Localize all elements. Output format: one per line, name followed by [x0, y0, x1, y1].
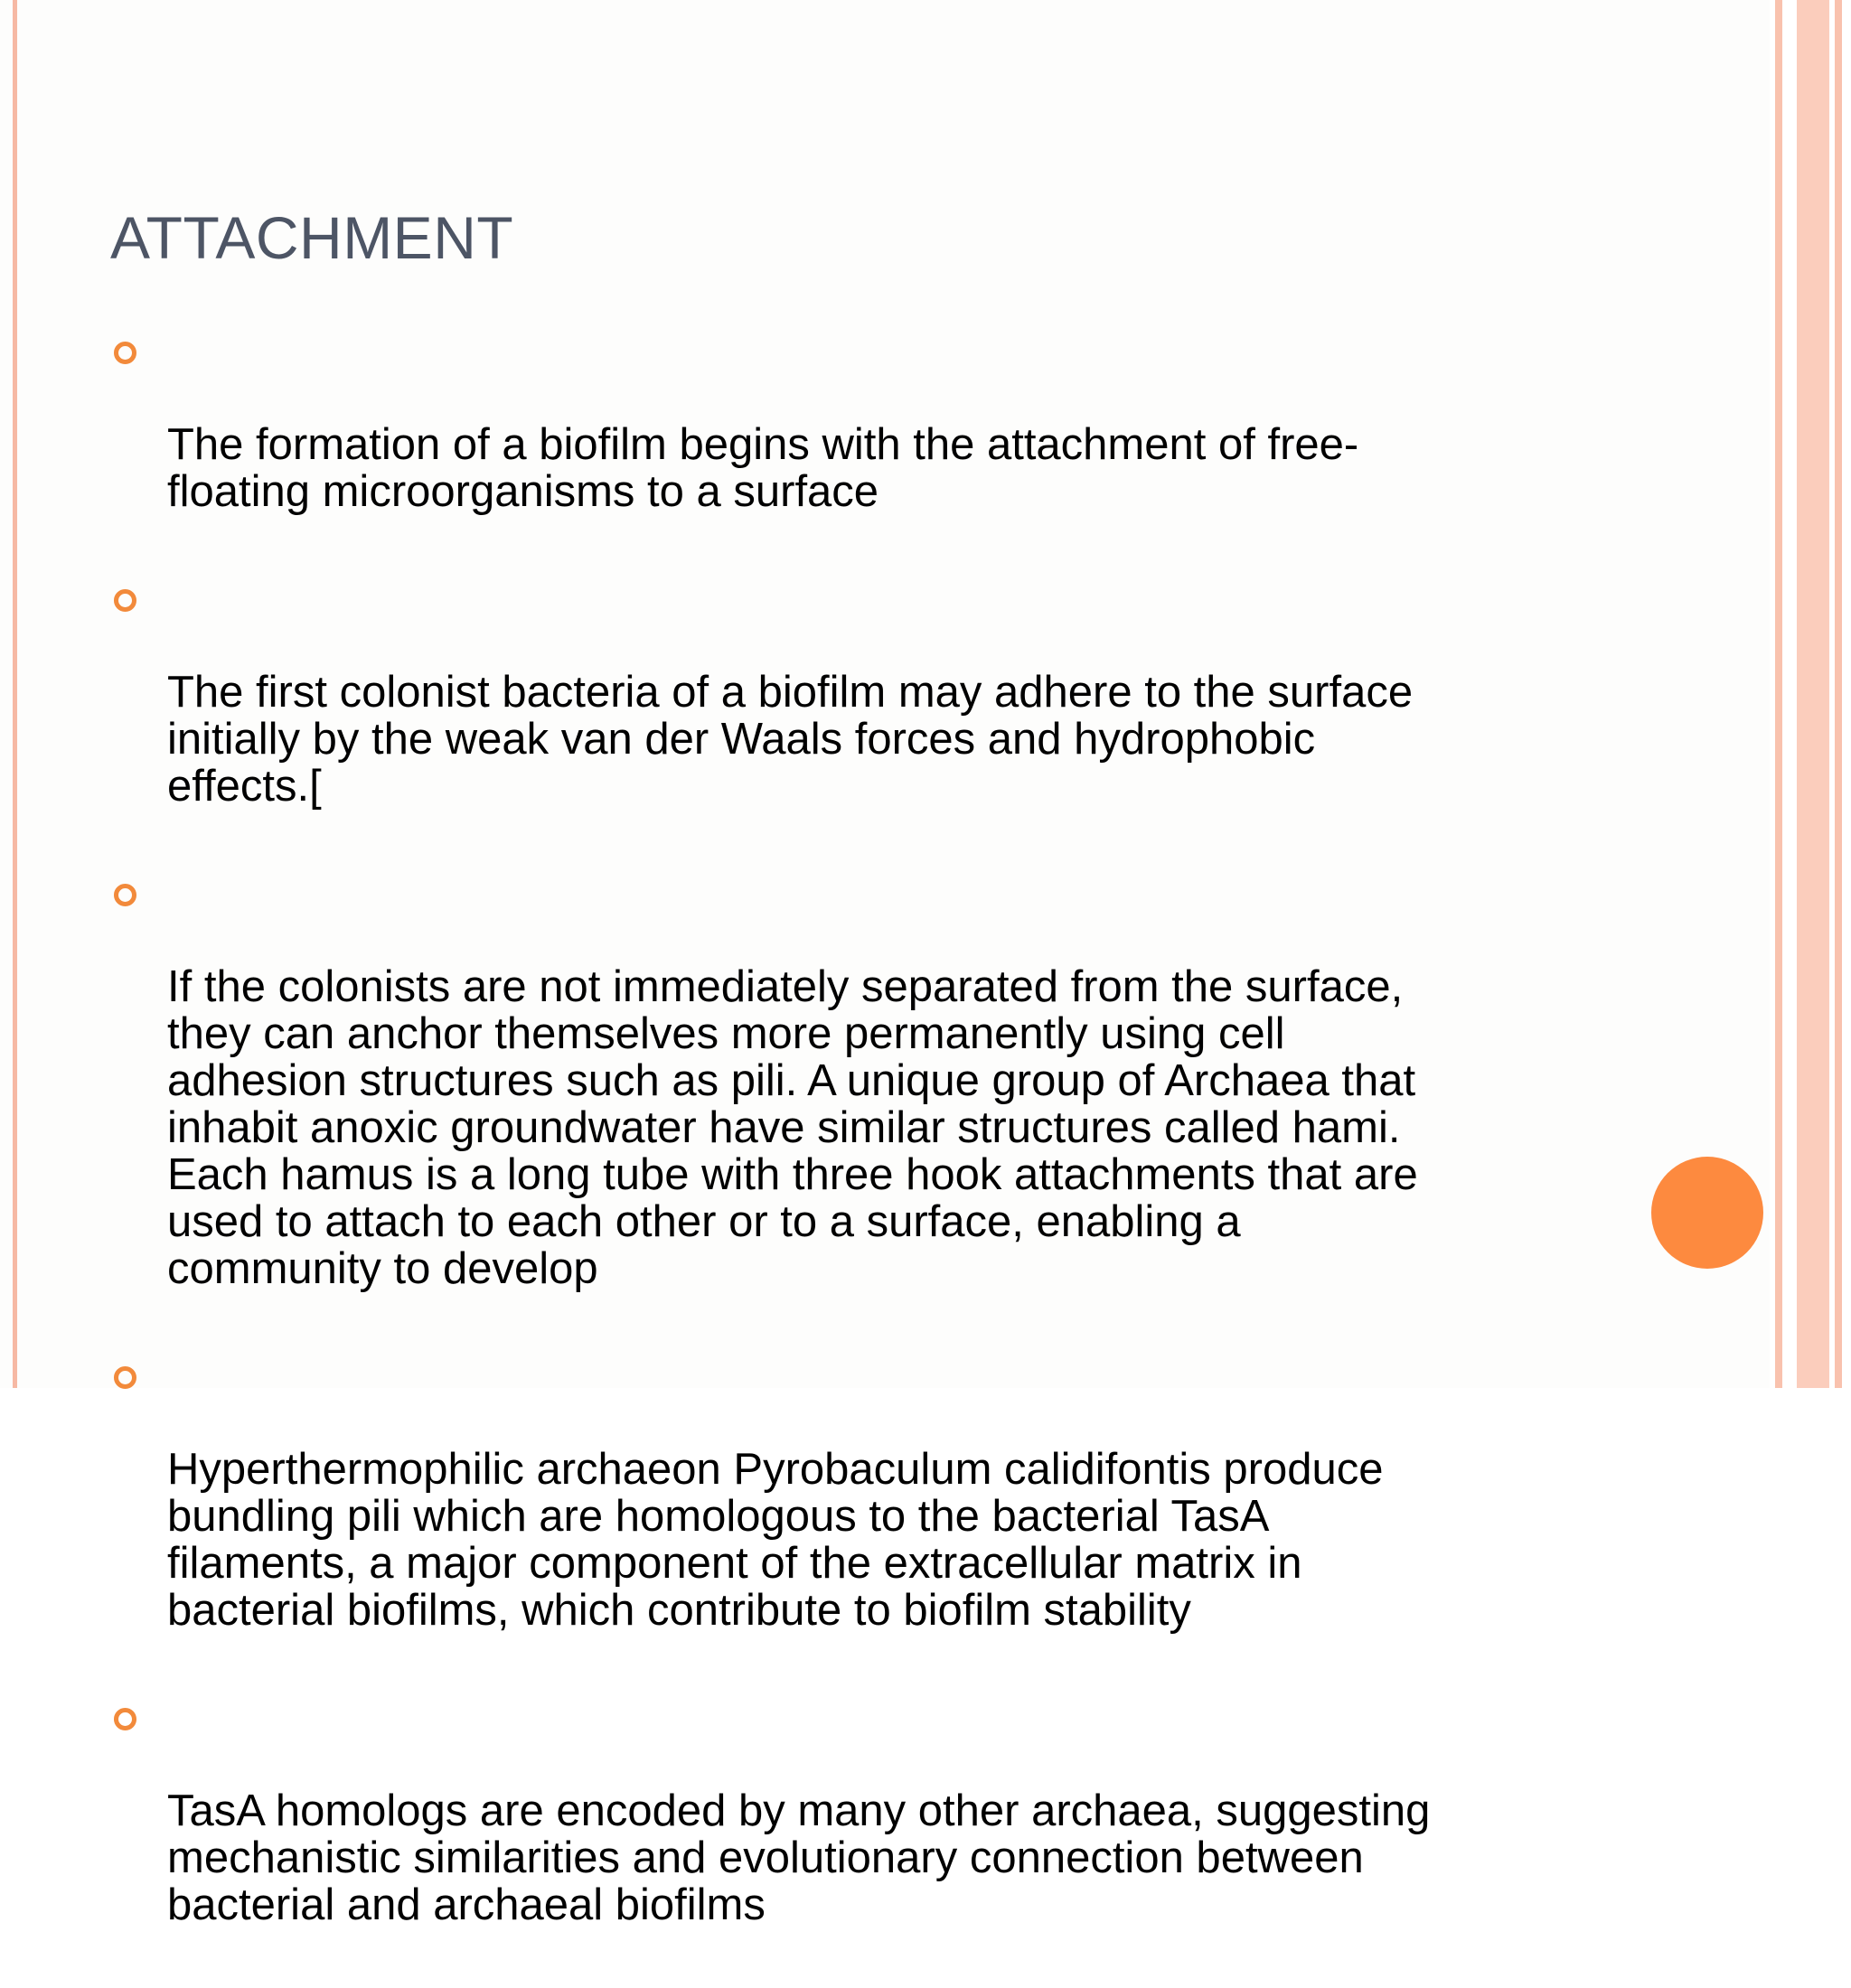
left-border-line: [13, 0, 17, 1388]
bullet-circle-icon: [114, 884, 136, 906]
bullet-text: The formation of a biofilm begins with the attachment of free- floating microorganisms to a surface: [167, 420, 1359, 516]
bullet-item: [110, 869, 1611, 1339]
bullet-item: [110, 575, 1611, 857]
bullet-text: TasA homologs are encoded by many other archaea, suggesting mechanistic similarities and evolutionary connection between bacterial and archaeal biofilms: [167, 1786, 1431, 1929]
bullet-item: [110, 1352, 1611, 1681]
slide-title: ATTACHMENT: [110, 204, 514, 271]
stripe-wide-middle: [1797, 0, 1829, 1388]
bullet-circle-icon: [114, 342, 136, 364]
bullet-list: [110, 327, 1611, 1988]
right-decorative-stripes: [1770, 0, 1851, 1388]
bullet-circle-icon: [114, 1366, 136, 1389]
decorative-orange-circle: [1651, 1157, 1763, 1269]
bullet-text: The first colonist bacteria of a biofilm may adhere to the surface initially by the weak van der Waals forces and hydrophobic effects.[: [167, 668, 1414, 811]
stripe-thin-right: [1835, 0, 1842, 1388]
bullet-circle-icon: [114, 1708, 136, 1730]
bullet-item: [110, 1693, 1611, 1975]
bullet-item: [110, 327, 1611, 562]
bullet-circle-icon: [114, 589, 136, 612]
bullet-text: If the colonists are not immediately separated from the surface, they can anchor themselves more permanently using cell adhesion structures such as pili. A unique group of Archaea that inhabit anoxic groundwater have similar structures called hami. Each hamus is a long tube with three hook attachments that are used to attach to each other or to a surface, enabling a community to develop: [167, 962, 1418, 1293]
stripe-thin-left: [1775, 0, 1782, 1388]
bullet-text: Hyperthermophilic archaeon Pyrobaculum calidifontis produce bundling pili which are homologous to the bacterial TasA filaments, a major component of the extracellular matrix in bacterial biofilms, which contribute to biofilm stability: [167, 1445, 1384, 1635]
